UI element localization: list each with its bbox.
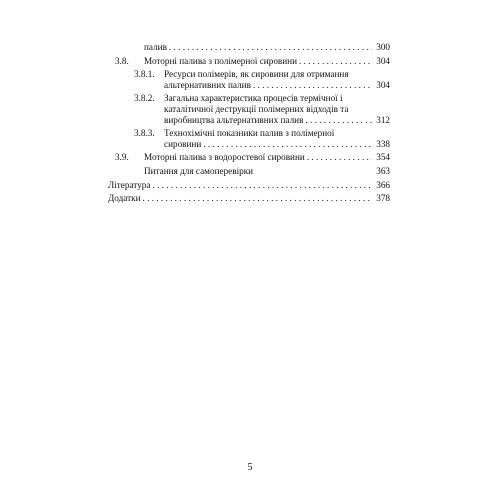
toc-entry-3-8-2: [108, 93, 390, 125]
toc-entry-number: 3.8.3.: [134, 128, 155, 139]
toc-entry-page: 378: [376, 193, 390, 204]
toc-entry-title: Моторні палива з полімерної сировини: [144, 55, 297, 66]
toc-entry-title-line: Технохімічні показники палив з полімерної: [164, 128, 335, 139]
toc-entry-3-8-3: [108, 128, 390, 149]
dot-leader: [152, 180, 372, 191]
toc-entry-page: 300: [376, 42, 390, 52]
toc-entry-number: 3.9.: [115, 152, 129, 163]
toc-entry-title: палив: [144, 42, 167, 52]
toc-entry-title: Моторні палива з водоростевої сировини: [144, 152, 305, 163]
toc-entry-3-8: [108, 56, 390, 67]
dot-leader: [299, 56, 372, 67]
toc-entry-3-9: [108, 152, 390, 163]
dot-leader: [253, 80, 372, 91]
toc-entry-page: 363: [376, 165, 390, 176]
toc-entry-number: 3.8.1.: [134, 69, 155, 80]
toc-entry-title: Питання для самоперевірки: [144, 165, 254, 176]
toc-entry-page: 354: [376, 152, 390, 163]
toc-entry-title-line: каталітичної деструкції полімерних відходів та: [164, 103, 349, 114]
toc-entry-title-line: виробництва альтернативних палив: [164, 114, 304, 125]
toc-entry-page: 338: [376, 138, 390, 149]
toc-entry-page: 366: [376, 179, 390, 190]
toc-entry-title: Додатки: [108, 193, 141, 204]
dot-leader: [143, 193, 373, 204]
toc-entry-page: 312: [376, 114, 390, 125]
dot-leader: [203, 139, 372, 150]
toc-entry-3-8-1: [108, 69, 390, 90]
toc-entry-title-line: Загальна характеристика процесів термічної і: [164, 93, 343, 104]
toc-entry-title-line: альтернативних палив: [164, 79, 251, 90]
page-number: 5: [247, 462, 253, 473]
toc-entry-appendices: [108, 193, 390, 204]
dot-leader: [305, 115, 372, 126]
toc-entry-title-line: сировини: [164, 138, 202, 149]
toc-entry-literature: [108, 180, 390, 191]
dot-leader: [307, 152, 372, 163]
toc-entry-number: 3.8.2.: [134, 93, 155, 104]
toc-entry-number: 3.8.: [115, 55, 129, 66]
toc-entry-title-line: Ресурси полімерів, як сировини для отримання: [164, 69, 349, 80]
toc-entry-continued: [108, 42, 390, 53]
toc-entry-title: Література: [108, 179, 151, 190]
dot-leader: [169, 42, 372, 53]
toc-entry-page: 304: [376, 55, 390, 66]
toc-entry-self-check: [108, 166, 390, 177]
table-of-contents: [108, 42, 390, 207]
toc-entry-page: 304: [376, 79, 390, 90]
